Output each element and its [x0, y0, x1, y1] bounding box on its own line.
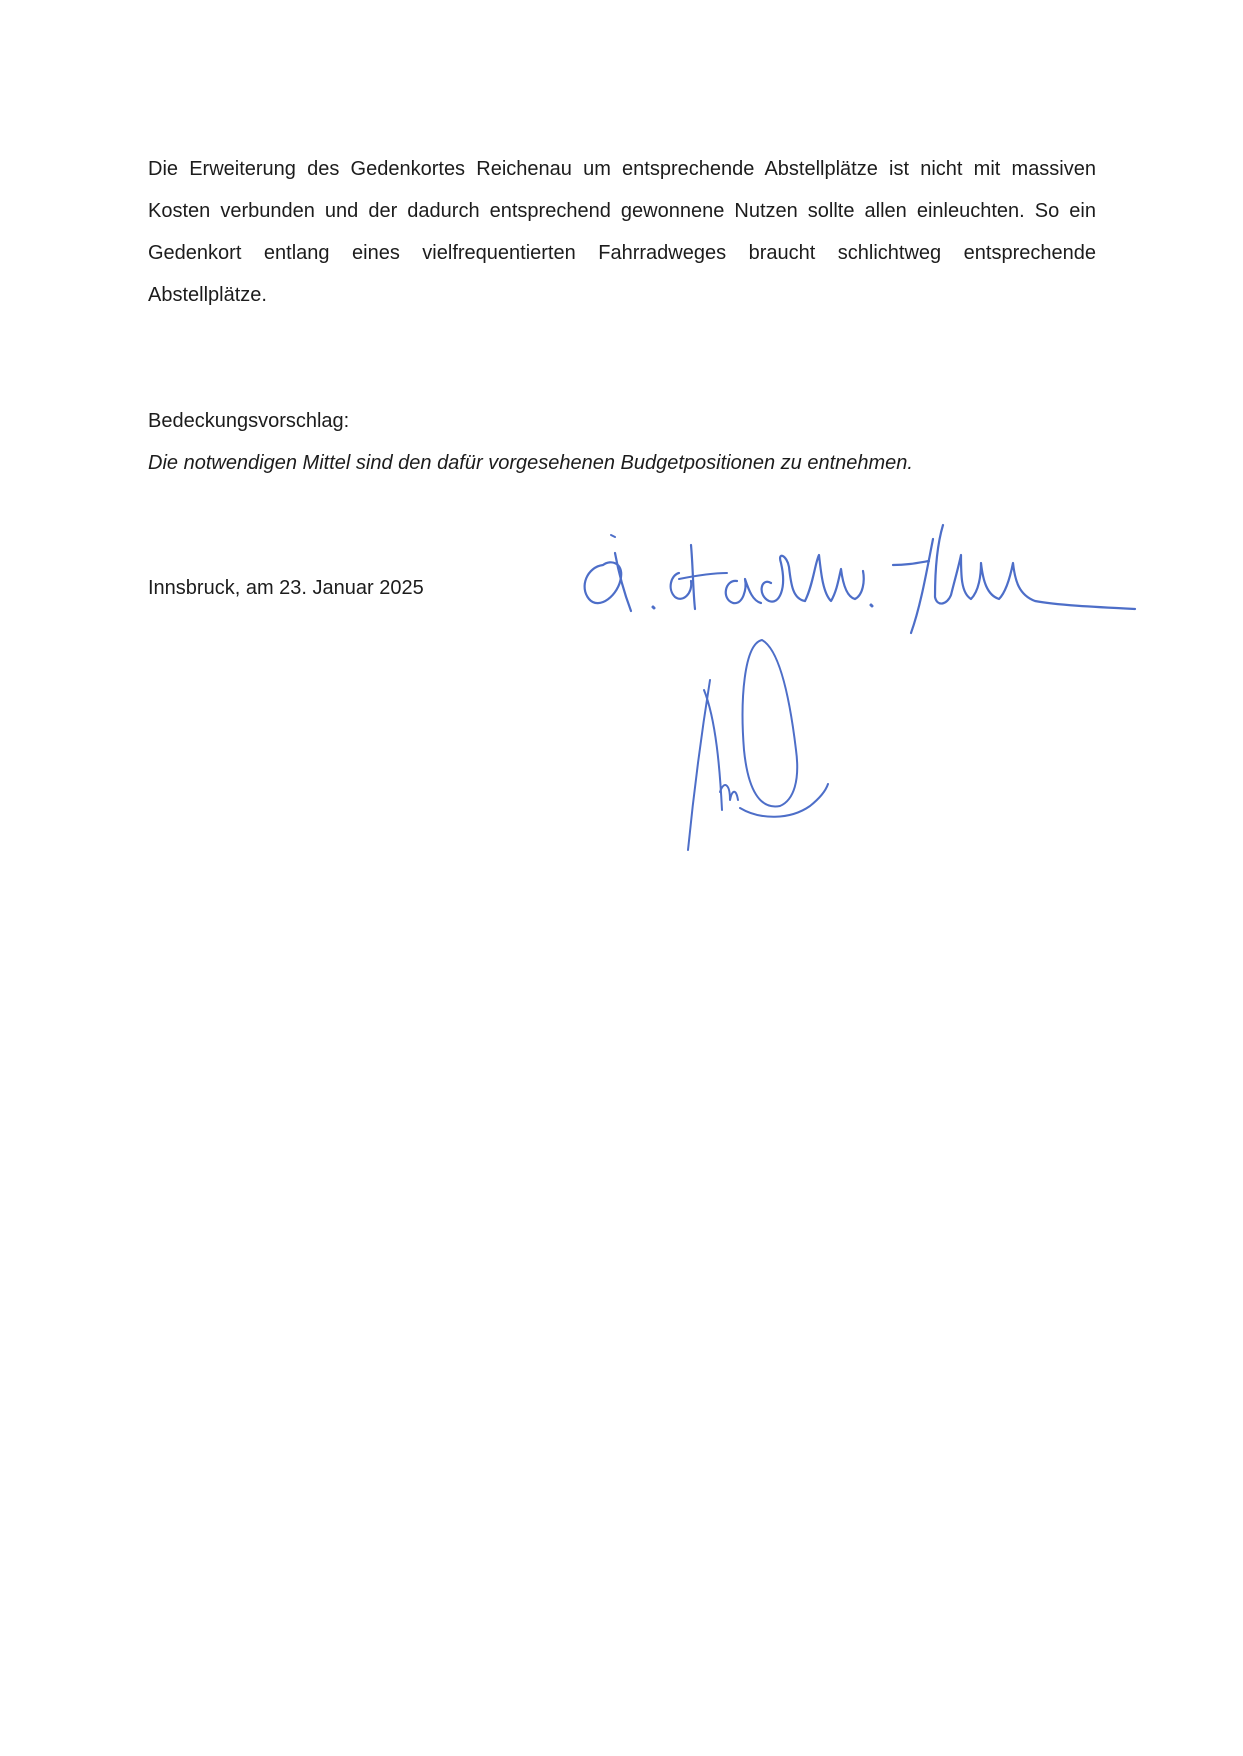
coverage-text: Die notwendigen Mittel sind den dafür vorgesehenen Budgetpositionen zu entnehmen. — [148, 452, 913, 474]
body-paragraph: Die Erweiterung des Gedenkortes Reichenau um entsprechende Abstellplätze ist nicht mit massiven Kosten verbunden und der dadurch entsprechend gewonnene Nutzen sollte allen einleuchten. So ein Gedenkort entlang eines vielfrequentierten Fahrradweges braucht schlichtweg entsprechende Abstellplätze. — [148, 158, 1096, 306]
coverage-label: Bedeckungsvorschlag: — [148, 410, 350, 432]
place-date: Innsbruck, am 23. Januar 2025 — [148, 577, 424, 599]
signature-2 — [680, 630, 850, 870]
signature-1 — [575, 515, 1175, 645]
